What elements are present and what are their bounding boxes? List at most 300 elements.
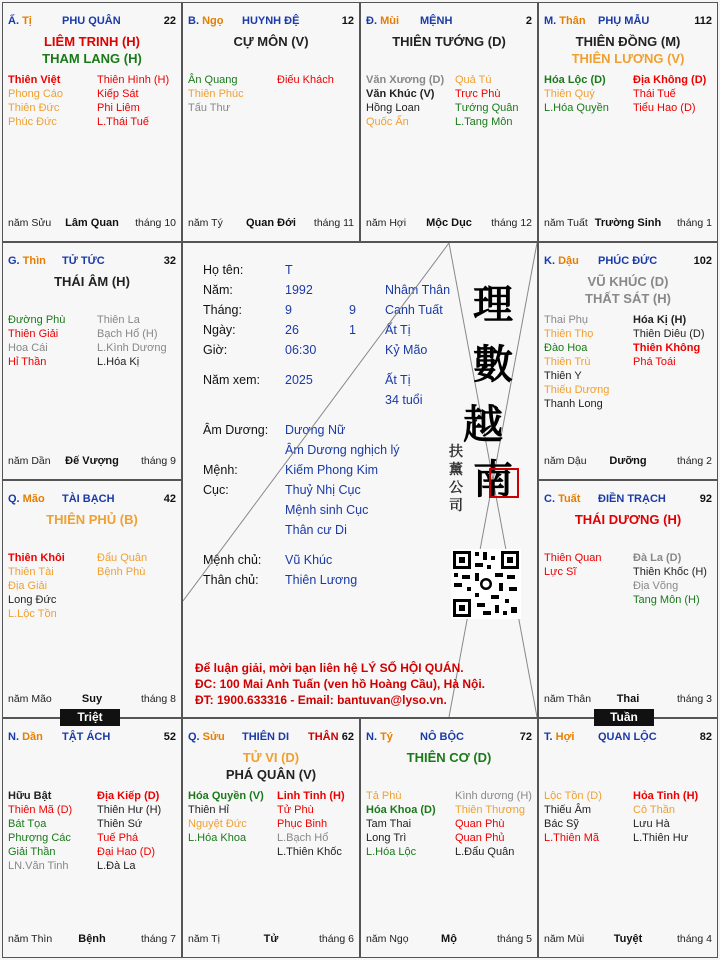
palace-dai-van: 92 — [699, 493, 712, 505]
palace-can-chi — [544, 255, 579, 267]
month-label: Tháng: — [203, 303, 242, 317]
palace-footer — [544, 693, 712, 707]
minor-star: Hoa Cái — [8, 342, 48, 354]
palace-thin — [2, 242, 182, 480]
minor-star: Địa Võng — [633, 580, 679, 592]
minor-star: Hữu Bật — [8, 790, 52, 802]
minor-star: Thiên La — [97, 314, 140, 326]
main-stars — [361, 749, 537, 766]
minor-star: Địa Giải — [8, 580, 48, 592]
minor-star: Hóa Kị (H) — [633, 314, 687, 326]
trang-sinh: Suy — [81, 693, 103, 705]
minor-star: Hỉ Thần — [8, 356, 47, 368]
palace-dai-van: 32 — [163, 255, 176, 267]
minor-star: Thiên Trù — [544, 356, 591, 368]
palace-dan — [2, 718, 182, 958]
main-stars — [183, 749, 359, 783]
palace-month: tháng 1 — [676, 217, 712, 229]
minor-star: Phá Toái — [633, 356, 676, 368]
palace-year: năm Tý — [188, 217, 223, 229]
palace-footer — [188, 933, 354, 947]
small-calligraphy-3: 公 — [449, 480, 463, 496]
palace-header — [366, 731, 532, 747]
palace-name: PHỤ MẪU — [598, 15, 650, 27]
palace-year: năm Hợi — [366, 217, 407, 229]
palace-can: Đ. — [366, 15, 381, 27]
palace-name: PHÚC ĐỨC — [598, 255, 658, 267]
palace-header — [544, 731, 712, 747]
minor-star: Thiên Y — [544, 370, 582, 382]
minor-star: Phong Cáo — [8, 88, 64, 100]
palace-name: TỬ TỨC — [62, 255, 105, 267]
palace-name: MỆNH — [420, 15, 453, 27]
main-star: THIÊN TƯỚNG (D) — [392, 34, 506, 49]
minor-star: Trực Phù — [455, 88, 501, 100]
menh-value: Kiếm Phong Kim — [285, 463, 379, 477]
minor-star: Đẩu Quân — [97, 552, 148, 564]
main-star: CỰ MÔN (V) — [233, 34, 309, 49]
palace-header — [544, 255, 712, 271]
palace-can: Q. — [188, 731, 203, 743]
trang-sinh: Bệnh — [78, 933, 106, 945]
palace-month: tháng 5 — [496, 933, 532, 945]
palace-year: năm Dần — [8, 455, 51, 467]
palace-can-chi — [8, 15, 32, 27]
minor-star: Lưu Hà — [633, 818, 670, 830]
minor-star: Điếu Khách — [277, 74, 334, 86]
month-can: Canh Tuất — [385, 303, 443, 317]
minor-star: Cô Thần — [633, 804, 675, 816]
palace-dai-van: 102 — [693, 255, 712, 267]
palace-footer — [8, 217, 176, 231]
palace-can: N. — [366, 731, 381, 743]
main-star: THÁI ÂM (H) — [54, 274, 130, 289]
minor-star: Tang Môn (H) — [633, 594, 700, 606]
palace-chi: Thân — [559, 15, 586, 27]
palace-month: tháng 10 — [135, 217, 176, 229]
palace-chi: Dần — [22, 731, 43, 743]
trang-sinh: Tử — [263, 933, 279, 945]
palace-dai-van: 2 — [525, 15, 532, 27]
palace-year: năm Mão — [8, 693, 52, 705]
palace-header — [188, 15, 354, 31]
palace-can-chi — [544, 15, 586, 27]
main-stars — [183, 33, 359, 50]
menh-label: Mệnh: — [203, 463, 238, 477]
minor-star: Thiên Thương — [455, 804, 526, 816]
minor-star: Thiên Thọ — [544, 328, 594, 340]
palace-can-chi — [544, 493, 580, 505]
palace-header — [8, 255, 176, 271]
hour-can: Kỷ Mão — [385, 343, 428, 357]
palace-mui — [360, 2, 538, 242]
minor-star: Quả Tú — [455, 74, 492, 86]
palace-can: K. — [544, 255, 559, 267]
calligraphy-char-4: 南 — [473, 456, 513, 503]
minor-star: Đường Phù — [8, 314, 66, 326]
palace-can: N. — [8, 731, 23, 743]
minor-star: Thiên Không — [633, 342, 701, 354]
main-star: THIÊN ĐỒNG (M) — [575, 34, 681, 49]
palace-name: HUYNH ĐỆ — [242, 15, 300, 27]
minor-star: Thiên Quan — [544, 552, 602, 564]
palace-ngo — [182, 2, 360, 242]
amduong-label: Âm Dương: — [203, 423, 269, 437]
palace-can-chi — [188, 15, 223, 27]
minor-star: Hỏa Tinh (H) — [633, 790, 699, 802]
palace-chi: Mão — [22, 493, 45, 505]
minor-star: Thiên Diêu (D) — [633, 328, 705, 340]
menhchu-value: Vũ Khúc — [285, 553, 333, 567]
main-star: LIÊM TRINH (H) — [43, 34, 141, 49]
red-seal-stamp — [489, 468, 519, 498]
main-stars — [539, 273, 717, 307]
palace-dai-van: 22 — [163, 15, 176, 27]
palace-year: năm Ngọ — [366, 933, 409, 945]
minor-star: L.Đà La — [97, 860, 136, 872]
palace-chi: Tị — [22, 15, 32, 27]
palace-footer — [8, 693, 176, 707]
minor-star: Phúc Đức — [8, 116, 57, 128]
trang-sinh: Mộc Dục — [426, 217, 472, 229]
view-year-value: 2025 — [285, 373, 313, 387]
cuc-value: Thuỷ Nhị Cục — [285, 483, 361, 497]
palace-suu — [182, 718, 360, 958]
palace-year: năm Mùi — [544, 933, 585, 945]
minor-star: Thiếu Dương — [544, 384, 610, 396]
palace-chi: Mùi — [380, 15, 400, 27]
palace-can-chi — [366, 731, 393, 743]
minor-star: Thai Phụ — [544, 314, 589, 326]
palace-dai-van: 12 — [341, 15, 354, 27]
minor-star: L.Hóa Quyền — [544, 102, 609, 114]
palace-can: G. — [8, 255, 23, 267]
minor-star: Thiên Đức — [8, 102, 60, 114]
hour-label: Giờ: — [203, 343, 228, 357]
minor-star: Thiên Hư (H) — [97, 804, 162, 816]
minor-star: Lực Sĩ — [544, 566, 577, 578]
minor-star: Bệnh Phù — [97, 566, 146, 578]
palace-month: tháng 8 — [140, 693, 176, 705]
main-stars — [3, 33, 181, 67]
palace-footer — [8, 455, 176, 469]
palace-header — [8, 731, 176, 747]
than-marker: THÂN — [308, 731, 339, 743]
minor-star: Tả Phù — [366, 790, 402, 802]
minor-star: Đà La (D) — [633, 552, 682, 564]
palace-name: NÔ BỘC — [420, 731, 464, 743]
palace-year: năm Tị — [188, 933, 220, 945]
minor-star: Hóa Khoa (D) — [366, 804, 436, 816]
trang-sinh: Mộ — [441, 933, 457, 945]
month-lunar: 9 — [349, 303, 356, 317]
palace-dai-van: 52 — [163, 731, 176, 743]
thanchu-value: Thiên Lương — [285, 573, 358, 587]
minor-star: LN.Văn Tinh — [8, 860, 69, 872]
trang-sinh: Thai — [616, 693, 640, 705]
minor-star: Thiên Giải — [8, 328, 59, 340]
minor-star: Bạch Hổ (H) — [97, 328, 158, 340]
day-lunar: 1 — [349, 323, 356, 337]
palace-header — [366, 15, 532, 31]
minor-star: Tiểu Hao (D) — [633, 102, 696, 114]
minor-star: Long Đức — [8, 594, 57, 606]
minor-star: Bác Sỹ — [544, 818, 579, 830]
cuc-relation: Mệnh sinh Cục — [285, 503, 369, 517]
palace-tuat — [538, 480, 718, 718]
day-solar: 26 — [285, 323, 299, 337]
trang-sinh: Tuyệt — [613, 933, 643, 945]
view-year-label: Năm xem: — [203, 373, 260, 387]
palace-header — [8, 15, 176, 31]
palace-can-chi — [8, 493, 45, 505]
palace-year: năm Thân — [544, 693, 592, 705]
palace-dai-van: 72 — [519, 731, 532, 743]
tuan-marker: Tuần — [594, 709, 654, 726]
minor-star: Thiên Mã (D) — [8, 804, 73, 816]
palace-can: M. — [544, 15, 560, 27]
palace-name: TÀI BẠCH — [62, 493, 115, 505]
minor-star: Thiếu Âm — [544, 804, 592, 816]
day-can: Ất Tị — [385, 323, 411, 337]
contact-phone-email[interactable]: ĐT: 1900.633316 - Email: bantuvan@lyso.vn. — [195, 693, 447, 707]
main-star: VŨ KHÚC (D) — [587, 274, 669, 289]
minor-star: L.Kình Dương — [97, 342, 167, 354]
minor-star: Tử Phù — [277, 804, 314, 816]
palace-header — [544, 493, 712, 509]
palace-month: tháng 7 — [140, 933, 176, 945]
contact-address: ĐC: 100 Mai Anh Tuấn (ven hồ Hoàng Cầu), Hà Nội. — [195, 677, 486, 691]
calligraphy-char-3: 越 — [463, 401, 503, 448]
amduong-value: Dương Nữ — [285, 423, 346, 437]
trang-sinh: Lâm Quan — [65, 217, 119, 229]
palace-than — [538, 2, 718, 242]
main-stars — [539, 511, 717, 528]
main-stars — [3, 273, 181, 290]
small-calligraphy — [449, 443, 463, 515]
palace-can: Ấ. — [8, 15, 23, 27]
minor-star: Ân Quang — [188, 74, 238, 86]
palace-chi: Tý — [380, 731, 393, 743]
palace-can: B. — [188, 15, 203, 27]
year-label: Năm: — [203, 283, 233, 297]
minor-star: Hóa Lộc (D) — [544, 74, 606, 86]
minor-star: L.Thiên Hư — [633, 832, 689, 844]
palace-header — [8, 493, 176, 509]
minor-star: Linh Tinh (H) — [277, 790, 345, 802]
name-value: T — [285, 263, 293, 277]
hour-value: 06:30 — [285, 343, 317, 357]
minor-star: Kình dương (H) — [455, 790, 532, 802]
main-star: PHÁ QUÂN (V) — [225, 767, 317, 782]
minor-star: Hóa Quyền (V) — [188, 790, 264, 802]
minor-star: Bát Tọa — [8, 818, 47, 830]
minor-star: Nguyệt Đức — [188, 818, 247, 830]
palace-year: năm Thìn — [8, 933, 53, 945]
minor-star: Tấu Thư — [188, 102, 231, 114]
trang-sinh: Dưỡng — [609, 455, 647, 467]
palace-dai-van: 42 — [163, 493, 176, 505]
center-info-panel — [182, 242, 538, 718]
calligraphy-char-2: 數 — [473, 341, 513, 388]
minor-star: Văn Khúc (V) — [366, 88, 435, 100]
cuc-label: Cục: — [203, 483, 229, 497]
palace-chi: Thìn — [22, 255, 46, 267]
palace-dau — [538, 242, 718, 480]
palace-footer — [366, 217, 532, 231]
minor-star: Tuế Phá — [97, 832, 139, 844]
palace-can-chi — [544, 731, 574, 743]
day-label: Ngày: — [203, 323, 236, 337]
minor-star: Lộc Tồn (D) — [544, 790, 602, 802]
minor-star: Phục Binh — [277, 818, 328, 830]
palace-header — [544, 15, 712, 31]
palace-chi: Sửu — [202, 731, 225, 743]
minor-star: Tướng Quân — [455, 102, 519, 114]
minor-star: L.Thiên Khốc — [277, 846, 342, 858]
palace-month: tháng 2 — [676, 455, 712, 467]
than-position: Thân cư Di — [285, 523, 347, 537]
minor-star: Văn Xương (D) — [366, 74, 445, 86]
minor-star: L.Hóa Khoa — [188, 832, 247, 844]
palace-year: năm Dậu — [544, 455, 587, 467]
palace-footer — [544, 455, 712, 469]
minor-star: L.Lộc Tồn — [8, 608, 57, 620]
main-stars — [3, 511, 181, 528]
palace-month: tháng 3 — [676, 693, 712, 705]
palace-can: T. — [544, 731, 556, 743]
palace-footer — [544, 933, 712, 947]
view-year-can: Ất Tị — [385, 373, 411, 387]
palace-name: THIÊN DI — [242, 731, 290, 743]
palace-month: tháng 6 — [318, 933, 354, 945]
age-value: 34 tuổi — [385, 393, 423, 407]
qr-code[interactable] — [451, 549, 521, 619]
minor-star: Quan Phù — [455, 818, 505, 830]
minor-star: Quốc Ấn — [366, 116, 409, 128]
minor-star: Thái Tuế — [633, 88, 676, 100]
main-star: THAM LANG (H) — [42, 51, 142, 66]
minor-star: Thanh Long — [544, 398, 603, 410]
palace-mao — [2, 480, 182, 718]
main-star: THIÊN CƠ (D) — [406, 750, 492, 765]
palace-chi: Dậu — [558, 255, 579, 267]
palace-ti — [2, 2, 182, 242]
small-calligraphy-2: 薰 — [449, 462, 463, 478]
palace-name: TẬT ÁCH — [62, 731, 111, 743]
minor-star: Thiên Hình (H) — [97, 74, 170, 86]
minor-star: L.Hóa Kị — [97, 356, 140, 368]
palace-chi: Hợi — [555, 731, 575, 743]
minor-star: L.Hóa Lộc — [366, 846, 417, 858]
minor-star: Kiếp Sát — [97, 88, 139, 100]
palace-year: năm Sửu — [8, 217, 52, 229]
palace-can-chi — [188, 731, 225, 743]
name-label: Họ tên: — [203, 263, 244, 277]
main-star: TỬ VI (D) — [242, 750, 300, 765]
palace-name: ĐIỀN TRẠCH — [598, 493, 666, 505]
minor-star: Địa Không (D) — [633, 74, 707, 86]
palace-dai-van: 62 — [341, 731, 354, 743]
palace-month: tháng 9 — [140, 455, 176, 467]
minor-star: Hồng Loan — [366, 102, 420, 114]
minor-star: Phượng Các — [8, 832, 71, 844]
minor-star: Giải Thần — [8, 846, 56, 858]
palace-chi: Tuất — [558, 493, 581, 505]
month-solar: 9 — [285, 303, 292, 317]
year-can: Nhâm Thân — [385, 283, 451, 297]
palace-footer — [8, 933, 176, 947]
year-value: 1992 — [285, 283, 313, 297]
palace-year: năm Tuất — [544, 217, 588, 229]
main-stars — [539, 33, 717, 67]
small-calligraphy-4: 司 — [449, 498, 463, 514]
palace-dai-van: 82 — [699, 731, 712, 743]
minor-star: L.Tang Môn — [455, 116, 513, 128]
palace-hoi — [538, 718, 718, 958]
minor-star: Đào Hoa — [544, 342, 588, 354]
menhchu-label: Mệnh chủ: — [203, 553, 262, 567]
main-star: THIÊN PHỦ (B) — [46, 512, 138, 527]
minor-star: Phi Liêm — [97, 102, 140, 114]
palace-header — [188, 731, 354, 747]
trang-sinh: Đế Vượng — [65, 455, 119, 467]
palace-footer — [366, 933, 532, 947]
minor-star: Thiên Tài — [8, 566, 54, 578]
palace-month: tháng 11 — [313, 217, 354, 229]
main-stars — [361, 33, 537, 50]
palace-name: PHU QUÂN — [62, 15, 121, 27]
palace-can: Q. — [8, 493, 23, 505]
minor-star: Thiên Quý — [544, 88, 595, 100]
palace-chi: Ngọ — [202, 15, 224, 27]
palace-can-chi — [366, 15, 399, 27]
palace-footer — [544, 217, 712, 231]
trang-sinh: Trường Sinh — [594, 217, 662, 229]
thanchu-label: Thân chủ: — [203, 573, 259, 587]
palace-dai-van: 112 — [694, 15, 712, 27]
minor-star: Thiên Hỉ — [188, 804, 229, 816]
palace-month: tháng 12 — [491, 217, 532, 229]
palace-footer — [188, 217, 354, 231]
minor-star: L.Thái Tuế — [97, 116, 149, 128]
main-star: THÁI DƯƠNG (H) — [574, 512, 682, 527]
main-star: THẤT SÁT (H) — [585, 291, 671, 306]
main-star: THIÊN LƯƠNG (V) — [571, 51, 685, 66]
minor-star: Thiên Phúc — [188, 88, 244, 100]
palace-can: C. — [544, 493, 559, 505]
minor-star: Quan Phủ — [455, 832, 505, 844]
minor-star: Tam Thai — [366, 818, 412, 830]
triet-marker: Triệt — [60, 709, 120, 726]
palace-can-chi — [8, 255, 46, 267]
minor-star: Thiên Sứ — [97, 818, 143, 830]
minor-star: L.Bạch Hổ — [277, 832, 329, 844]
calligraphy-char-1: 理 — [473, 281, 513, 328]
small-calligraphy-1: 扶 — [449, 444, 463, 460]
minor-star: Thiên Việt — [8, 74, 61, 86]
minor-star: Địa Kiếp (D) — [97, 790, 160, 802]
minor-star: Thiên Khốc (H) — [633, 566, 707, 578]
minor-star: Long Trì — [366, 832, 407, 844]
minor-star: Đại Hao (D) — [97, 846, 156, 858]
minor-star: L.Đẩu Quân — [455, 846, 515, 858]
palace-month: tháng 4 — [676, 933, 712, 945]
palace-ty — [360, 718, 538, 958]
minor-star: Thiên Khôi — [8, 552, 65, 564]
contact-line-1: Để luận giải, mời bạn liên hệ LÝ SỐ HỘI QUÁN. — [195, 661, 464, 675]
palace-can-chi — [8, 731, 43, 743]
